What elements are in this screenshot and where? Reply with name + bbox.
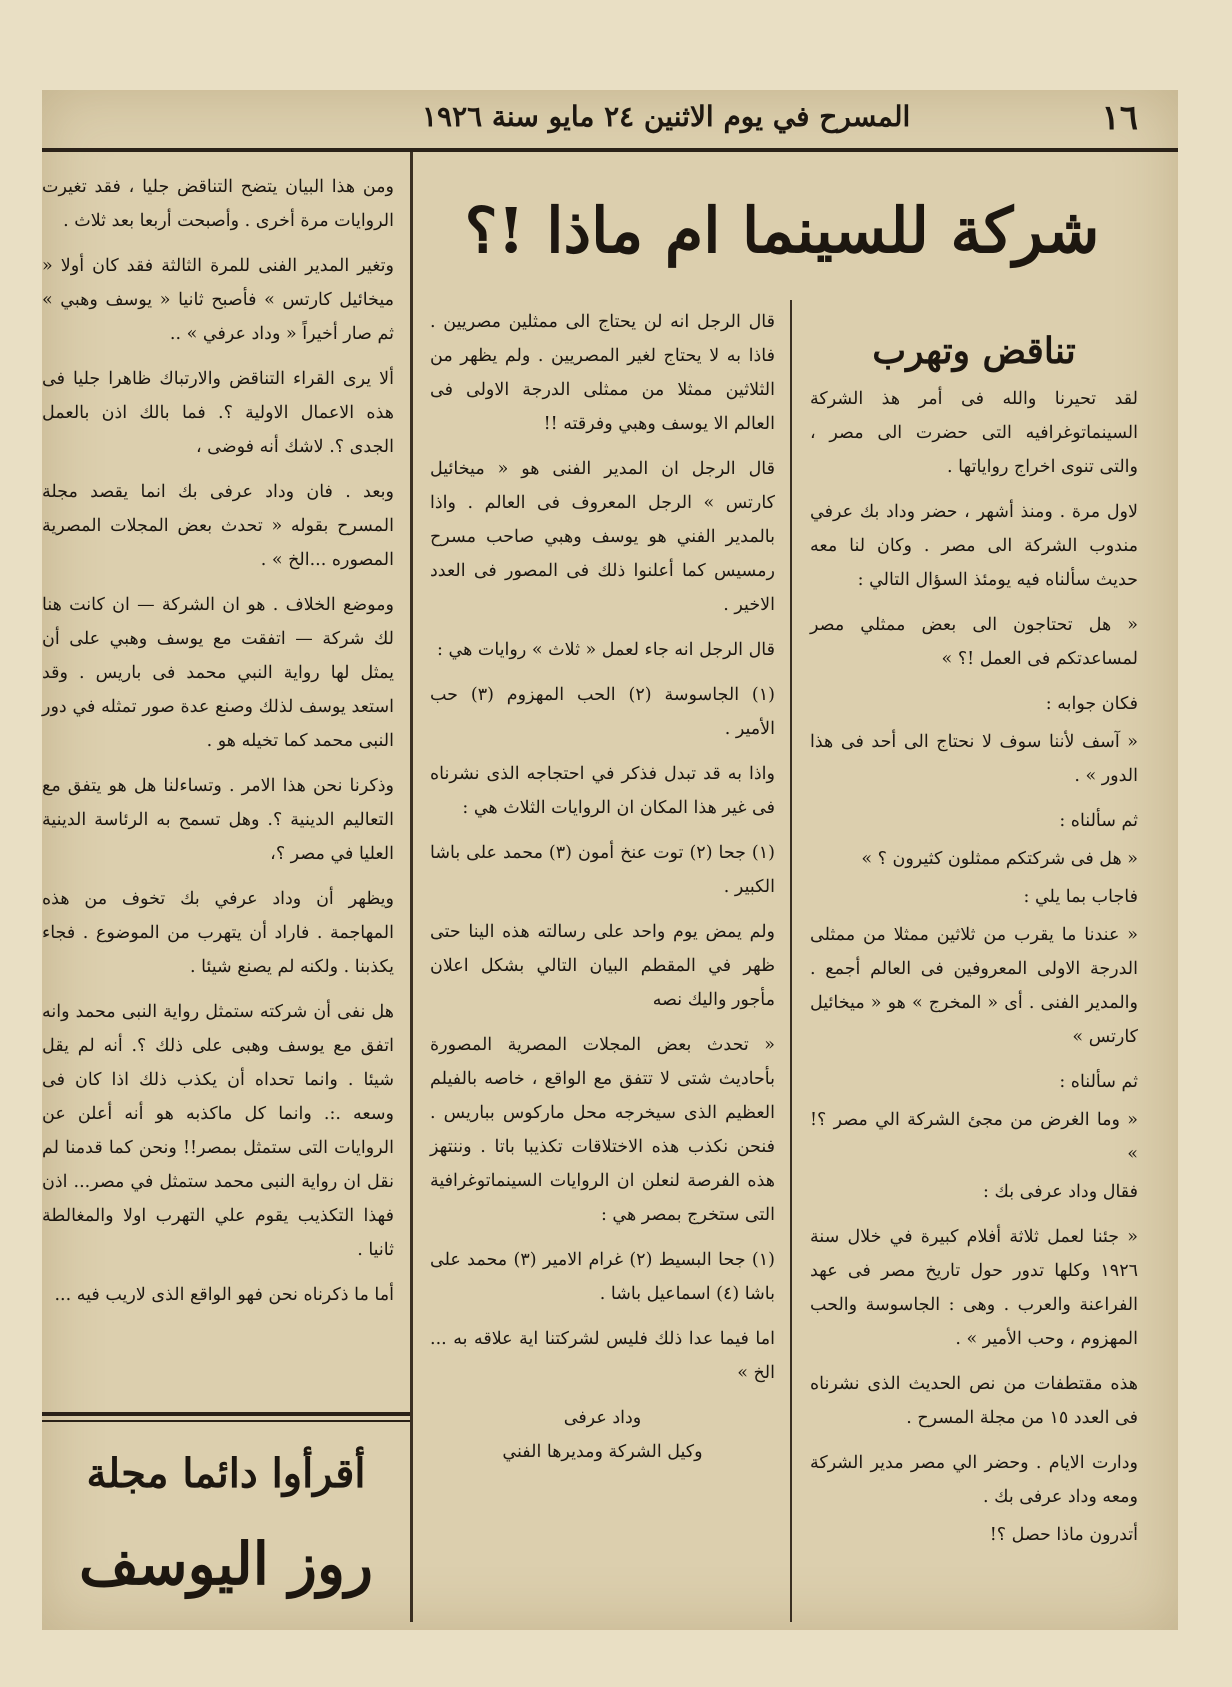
section-heading: تناقض وتهرب <box>872 330 1076 372</box>
right-column <box>810 330 1138 1563</box>
paragraph: (١) جحا (٢) توت عنخ أمون (٣) محمد على باشا الكبير . <box>430 843 775 897</box>
paragraph: « هل تحتاجون الى بعض ممثلي مصر لمساعدتكم فى العمل !؟ » <box>810 615 1138 669</box>
paragraph: (١) الجاسوسة (٢) الحب المهزوم (٣) حب الأمير . <box>430 685 775 739</box>
paragraph: ثم سألناه : <box>1059 811 1138 831</box>
ad-line-2: روز اليوسف <box>78 1530 374 1598</box>
paragraph: وتغير المدير الفنى للمرة الثالثة فقد كان أولا « ميخائيل كارتس » فأصبح ثانيا « يوسف وهبي » ثم صار أخيراً « وداد عرفي » .. <box>42 256 394 344</box>
paragraph: « تحدث بعض المجلات المصرية المصورة بأحاديث شتى لا تتفق مع الواقع ، خاصه بالفيلم العظيم الذى سيخرجه محل ماركوس بباريس . فنحن نكذب هذه الاختلاقات تكذيبا باتا . وننتهز هذه الفرصة لنعلن ان الروايات السينماتوغرافية التى ستخرج بمصر هي : <box>430 1035 775 1225</box>
middle-column <box>430 305 775 1469</box>
paragraph: وبعد . فان وداد عرفى بك انما يقصد مجلة المسرح بقوله « تحدث بعض المجلات المصرية المصوره ...الخ » . <box>42 482 394 570</box>
paragraph: قال الرجل انه لن يحتاج الى ممثلين مصريين . فاذا به لا يحتاج لغير المصريين . ولم يظهر من الثلاثين ممثلا من ممثلى الدرجة الاولى فى العالم الا يوسف وهبي وفرقته !! <box>430 312 775 434</box>
paragraph: فكان جوابه : <box>1045 694 1138 714</box>
paragraph: « هل فى شركتكم ممثلون كثيرون ؟ » <box>861 849 1138 869</box>
paragraph: ألا يرى القراء التناقض والارتباك ظاهرا جليا فى هذه الاعمال الاولية ؟. فما بالك اذن بالعمل الجدى ؟. لاشك أنه فوضى ، <box>42 369 394 457</box>
paragraph: أما ما ذكرناه نحن فهو الواقع الذى لاريب فيه ... <box>54 1285 394 1305</box>
paragraph: (١) جحا البسيط (٢) غرام الامير (٣) محمد على باشا (٤) اسماعيل باشا . <box>430 1250 775 1304</box>
ad-line-1: أقرأوا دائما مجلة <box>86 1450 366 1497</box>
paragraph: ومن هذا البيان يتضح التناقض جليا ، فقد تغيرت الروايات مرة أخرى . وأصبحت أربعا بعد ثلاث . <box>42 177 394 231</box>
paragraph: ودارت الايام . وحضر الي مصر مدير الشركة ومعه وداد عرفى بك . <box>810 1453 1138 1507</box>
paragraph: « آسف لأننا سوف لا نحتاج الى أحد فى هذا الدور » . <box>810 732 1138 786</box>
paragraph: ويظهر أن وداد عرفي بك تخوف من هذه المهاجمة . فاراد أن يتهرب من الموضوع . فجاء يكذبنا . ولكنه لم يصنع شيئا . <box>42 889 394 977</box>
paragraph: فقال وداد عرفى بك : <box>983 1182 1138 1202</box>
paragraph: واذا به قد تبدل فذكر في احتجاجه الذى نشرناه فى غير هذا المكان ان الروايات الثلاث هي : <box>430 764 775 818</box>
column-rule-left <box>410 152 413 1622</box>
newspaper-page <box>42 90 1178 1630</box>
page-number: ١٦ <box>1101 98 1138 138</box>
paragraph: أتدرون ماذا حصل ؟! <box>989 1525 1138 1545</box>
paragraph: هذه مقتطفات من نص الحديث الذى نشرناه فى العدد ١٥ من مجلة المسرح . <box>810 1374 1138 1428</box>
paragraph: « وما الغرض من مجئ الشركة الي مصر ؟! » <box>810 1110 1138 1164</box>
paragraph: فاجاب بما يلي : <box>1023 887 1138 907</box>
paragraph: اما فيما عدا ذلك فليس لشركتنا اية علاقه به ... الخ » <box>430 1329 775 1383</box>
paragraph: « عندنا ما يقرب من ثلاثين ممثلا من ممثلى الدرجة الاولى المعروفين فى العالم أجمع . والمدير الفنى . أى « المخرج » هو « ميخائيل كارتس » <box>810 925 1138 1047</box>
paragraph: ولم يمض يوم واحد على رسالته هذه الينا حتى ظهر في المقطم البيان التالي بشكل اعلان مأجور واليك نصه <box>430 922 775 1010</box>
paragraph: قال الرجل ان المدير الفنى هو « ميخائيل كارتس » الرجل المعروف فى العالم . واذا بالمدير الفني هو يوسف وهبي صاحب مسرح رمسيس كما أعلنوا ذلك فى المصور فى العدد الاخير . <box>430 459 775 615</box>
paragraph: لاول مرة . ومنذ أشهر ، حضر وداد بك عرفي مندوب الشركة الى مصر . وكان لنا معه حديث سألناه فيه يومئذ السؤال التالي : <box>810 502 1138 590</box>
signature-name: وداد عرفى <box>563 1408 642 1428</box>
article-headline: شركة للسينما ام ماذا !؟ <box>464 194 1100 267</box>
ad-divider <box>42 1412 410 1422</box>
page-header <box>42 90 1178 152</box>
paragraph: وذكرنا نحن هذا الامر . وتساءلنا هل هو يتفق مع التعاليم الدينية ؟. وهل تسمح به الرئاسة الدينية العليا في مصر ؟، <box>42 776 394 864</box>
paragraph: لقد تحيرنا والله فى أمر هذ الشركة السينماتوغرافيه التى حضرت الى مصر ، والتى تنوى اخراج رواياتها . <box>810 389 1138 477</box>
signature-title: وكيل الشركة ومديرها الفني <box>502 1442 703 1462</box>
paragraph: ثم سألناه : <box>1059 1072 1138 1092</box>
paragraph: هل نفى أن شركته ستمثل رواية النبى محمد وانه اتفق مع يوسف وهبى على ذلك ؟. أنه لم يقل شيئا . وانما تحداه أن يكذب ذلك اذا كان فى وسعه .:. وانما كل ماكذبه هو أنه أعلن عن الروايات التى ستمثل بمصر!! ونحن كما قدمنا لم نقل ان رواية النبى محمد ستمثل في مصر... اذن فهذا التكذيب يقوم علي التهرب اولا والمغالطة ثانيا . <box>42 1002 394 1260</box>
column-rule-middle <box>790 300 792 1622</box>
left-column <box>42 170 394 1323</box>
header-title: المسرح في يوم الاثنين ٢٤ مايو سنة ١٩٢٦ <box>422 100 911 133</box>
paragraph: « جئنا لعمل ثلاثة أفلام كبيرة في خلال سنة ١٩٢٦ وكلها تدور حول تاريخ مصر فى عهد الفراعنة والعرب . وهى : الجاسوسة والحب المهزوم ، وحب الأمير » . <box>810 1227 1138 1349</box>
paragraph: قال الرجل انه جاء لعمل « ثلاث » روايات هي : <box>437 640 775 660</box>
paragraph: وموضع الخلاف . هو ان الشركة — ان كانت هنا لك شركة — اتفقت مع يوسف وهبي على أن يمثل لها رواية النبي محمد فى باريس . وقد استعد يوسف لذلك وصنع عدة صور تمثله في دور النبى محمد كما تخيله هو . <box>42 595 394 751</box>
